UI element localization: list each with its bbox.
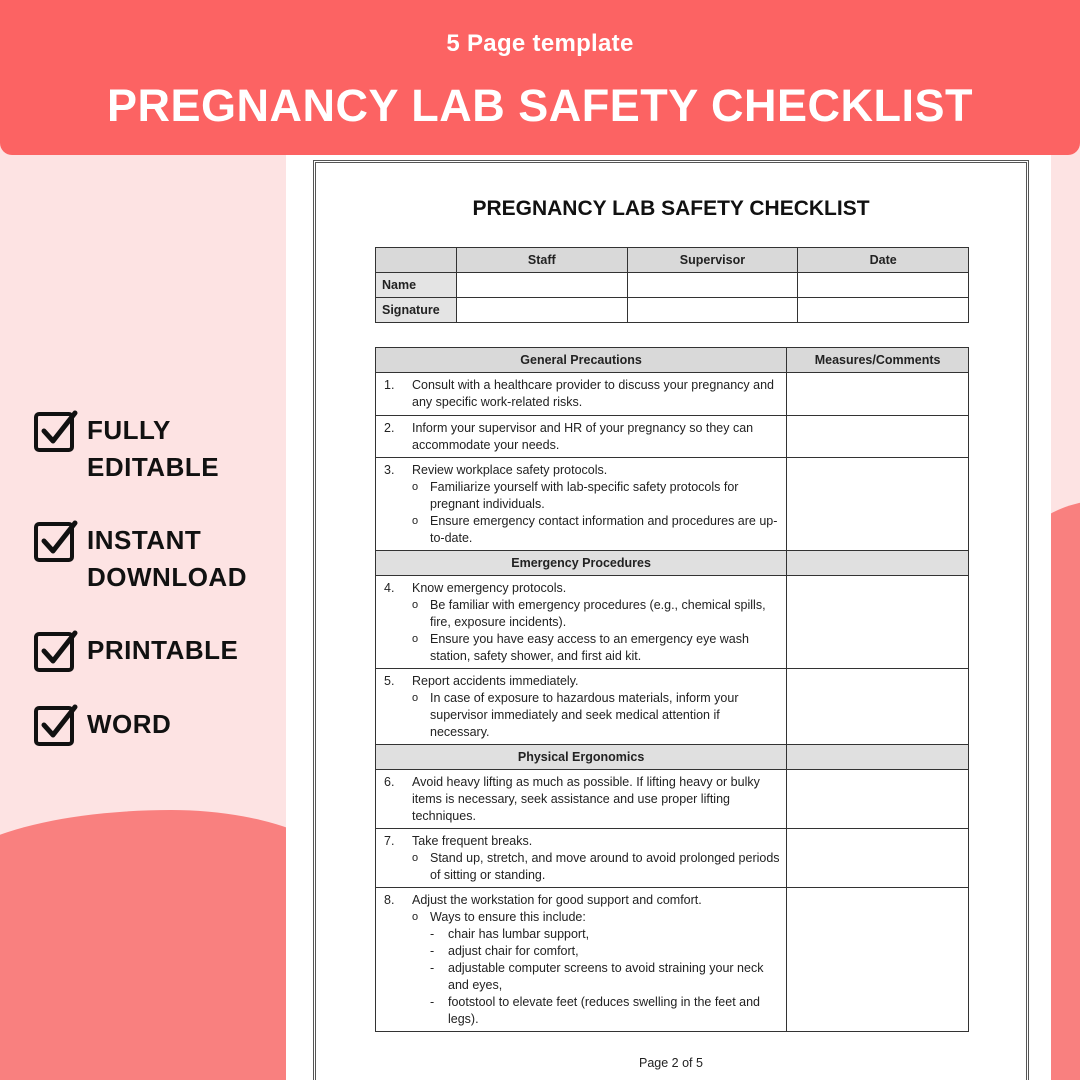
column-header-staff: Staff bbox=[456, 248, 627, 273]
bullet-icon: o bbox=[412, 692, 419, 704]
checklist-item: 6. Avoid heavy lifting as much as possible. If lifting heavy or bulky items is necessary, seek assistance and use proper lifting techniques. bbox=[376, 770, 787, 829]
bullet-icon: o bbox=[412, 515, 419, 527]
dash-icon: - bbox=[430, 961, 435, 975]
row-header-name: Name bbox=[376, 273, 457, 298]
feature-fully-editable bbox=[34, 410, 219, 486]
section-header-ergonomics: Physical Ergonomics bbox=[376, 745, 787, 770]
bullet-icon: o bbox=[412, 852, 419, 864]
dash-icon: - bbox=[430, 944, 435, 958]
supervisor-signature-field[interactable] bbox=[627, 298, 798, 323]
table-row bbox=[376, 373, 969, 416]
signature-table bbox=[375, 247, 969, 323]
checklist-item: 2. Inform your supervisor and HR of your pregnancy so they can accommodate your needs. bbox=[376, 416, 787, 458]
checkbox-check-icon bbox=[34, 630, 78, 674]
comments-field[interactable] bbox=[787, 458, 969, 551]
checkbox-check-icon bbox=[34, 520, 78, 564]
table-row bbox=[376, 458, 969, 551]
comments-field[interactable] bbox=[787, 829, 969, 888]
supervisor-name-field[interactable] bbox=[627, 273, 798, 298]
document-title: PREGNANCY LAB SAFETY CHECKLIST bbox=[472, 197, 870, 220]
section-header-general-precautions: General Precautions bbox=[376, 348, 787, 373]
bullet-icon: o bbox=[412, 599, 419, 611]
staff-name-field[interactable] bbox=[456, 273, 627, 298]
section-header-emergency: Emergency Procedures bbox=[376, 551, 787, 576]
bullet-icon: o bbox=[412, 633, 419, 645]
date-name-field[interactable] bbox=[798, 273, 969, 298]
dash-icon: - bbox=[430, 995, 435, 1009]
staff-signature-field[interactable] bbox=[456, 298, 627, 323]
table-row bbox=[376, 770, 969, 829]
row-header-signature: Signature bbox=[376, 298, 457, 323]
column-header-measures: Measures/Comments bbox=[787, 348, 969, 373]
checklist-item: 3. Review workplace safety protocols. o Familiarize yourself with lab-specific safety protocols for pregnant individuals. o Ensure emergency contact information and procedures are up-to-date. bbox=[376, 458, 787, 551]
dash-icon: - bbox=[430, 927, 435, 941]
comments-field[interactable] bbox=[787, 416, 969, 458]
checklist-item: 7. Take frequent breaks. o Stand up, stretch, and move around to avoid prolonged periods of sitting or standing. bbox=[376, 829, 787, 888]
checkbox-check-icon bbox=[34, 704, 78, 748]
comments-field[interactable] bbox=[787, 888, 969, 1032]
table-row bbox=[376, 576, 969, 669]
column-header-supervisor: Supervisor bbox=[627, 248, 798, 273]
feature-instant-download bbox=[34, 520, 247, 596]
table-row bbox=[376, 829, 969, 888]
comments-field[interactable] bbox=[787, 669, 969, 745]
checkbox-check-icon bbox=[34, 410, 78, 454]
bullet-icon: o bbox=[412, 481, 419, 493]
feature-label: INSTANT DOWNLOAD bbox=[87, 525, 247, 592]
feature-word bbox=[34, 704, 171, 748]
comments-field[interactable] bbox=[787, 770, 969, 829]
feature-printable bbox=[34, 630, 238, 674]
column-header-date: Date bbox=[798, 248, 969, 273]
table-row bbox=[376, 551, 969, 576]
banner-subtitle: 5 Page template bbox=[446, 30, 634, 57]
table-row bbox=[376, 669, 969, 745]
checklist-table bbox=[375, 347, 969, 1032]
bullet-icon: o bbox=[412, 911, 419, 923]
feature-label: WORD bbox=[87, 709, 172, 739]
banner-title: PREGNANCY LAB SAFETY CHECKLIST bbox=[107, 80, 973, 131]
table-row bbox=[376, 416, 969, 458]
feature-label: PRINTABLE bbox=[87, 635, 239, 665]
checklist-item: 8. Adjust the workstation for good support and comfort. o Ways to ensure this include: - chair has lumbar support, - adjust chair for comfort, - adjustable computer screens to avoid straining your neck and eyes, - footstool to elevate feet (reduces swelling in the feet and legs). bbox=[376, 888, 787, 1032]
table-row bbox=[376, 745, 969, 770]
checklist-item: 5. Report accidents immediately. o In case of exposure to hazardous materials, inform your supervisor immediately and seek medical attention if necessary. bbox=[376, 669, 787, 745]
page-number: Page 2 of 5 bbox=[639, 1056, 703, 1070]
comments-field[interactable] bbox=[787, 576, 969, 669]
banner-header bbox=[0, 0, 1080, 155]
feature-label: FULLY EDITABLE bbox=[87, 415, 220, 482]
comments-field[interactable] bbox=[787, 373, 969, 416]
document-page bbox=[313, 160, 1029, 1080]
table-row bbox=[376, 888, 969, 1032]
checklist-item: 1. Consult with a healthcare provider to discuss your pregnancy and any specific work-related risks. bbox=[376, 373, 787, 416]
checklist-item: 4. Know emergency protocols. o Be familiar with emergency procedures (e.g., chemical spills, fire, exposure incidents). o Ensure you have easy access to an emergency eye wash station, safety shower, and first aid kit. bbox=[376, 576, 787, 669]
date-signature-field[interactable] bbox=[798, 298, 969, 323]
